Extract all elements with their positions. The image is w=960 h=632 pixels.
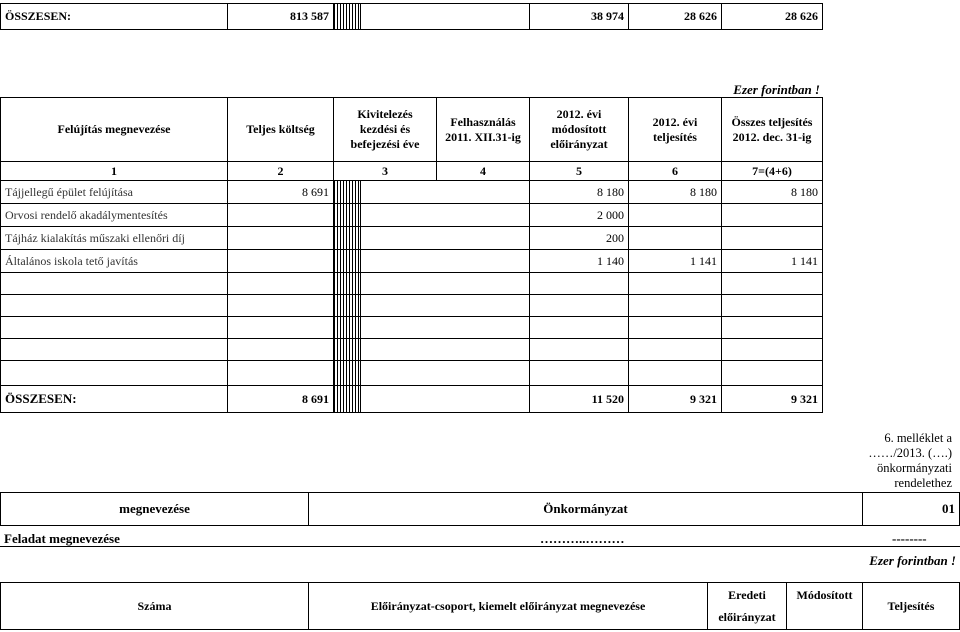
header-original: Eredeti előirányzat <box>707 582 787 630</box>
colnum-7: 7=(4+6) <box>721 161 823 181</box>
task-dashes: -------- <box>892 531 927 546</box>
table-row-total-cost <box>227 203 334 227</box>
task-underline <box>0 546 960 547</box>
table-row-name: Tájház kialakítás műszaki ellenőri díj <box>0 226 228 250</box>
header-execution: Kivitelezés kezdési és befejezési éve <box>333 97 437 162</box>
section2-name-label: megnevezése <box>0 492 309 526</box>
annex-note: 6. melléklet a ……/2013. (….) önkormányzati rendelethez <box>868 431 952 490</box>
table-row-hatch <box>333 203 361 227</box>
empty-row <box>628 272 722 295</box>
empty-row <box>227 338 334 361</box>
empty-row <box>227 316 334 339</box>
header-used: Felhasználás 2011. XII.31-ig <box>436 97 530 162</box>
empty-row-hatch <box>333 360 361 386</box>
empty-row-hatch <box>333 316 361 339</box>
empty-row <box>227 272 334 295</box>
empty-row <box>529 294 629 317</box>
table-row-used <box>360 249 530 273</box>
empty-row-hatch <box>333 272 361 295</box>
header-actual-2012: 2012. évi teljesítés <box>628 97 722 162</box>
table-row-total-actual: 1 141 <box>721 249 823 273</box>
header-total-actual: Összes teljesítés 2012. dec. 31-ig <box>721 97 823 162</box>
table-row-budget: 2 000 <box>529 203 629 227</box>
table-row-total-actual <box>721 226 823 250</box>
colnum-5: 5 <box>529 161 629 181</box>
table-row-total-cost <box>227 226 334 250</box>
empty-row <box>529 360 629 386</box>
empty-row-hatch <box>333 338 361 361</box>
empty-row <box>721 294 823 317</box>
empty-row <box>529 272 629 295</box>
header-budget: 2012. évi módosított előirányzat <box>529 97 629 162</box>
empty-row <box>529 316 629 339</box>
colnum-3: 3 <box>333 161 437 181</box>
empty-row <box>0 360 228 386</box>
table-row-actual-2012: 8 180 <box>628 180 722 204</box>
empty-row <box>0 272 228 295</box>
empty-row <box>628 316 722 339</box>
table-total-used <box>360 385 530 413</box>
table-row-hatch <box>333 180 361 204</box>
header-actual: Teljesítés <box>862 582 960 630</box>
empty-row-hatch <box>333 294 361 317</box>
empty-row <box>529 338 629 361</box>
top-total-actual-2012: 28 626 <box>628 3 722 30</box>
table-row-hatch <box>333 249 361 273</box>
table-row-hatch <box>333 226 361 250</box>
top-total-label: ÖSSZESEN: <box>5 9 72 23</box>
unit-note: Ezer forintban ! <box>733 82 820 97</box>
task-dots: ………..……… <box>540 531 625 546</box>
table-row-name: Tájjellegű épület felújítása <box>0 180 228 204</box>
table-row-name: Orvosi rendelő akadálymentesítés <box>0 203 228 227</box>
table-row-actual-2012: 1 141 <box>628 249 722 273</box>
empty-row <box>0 316 228 339</box>
top-total-budget: 38 974 <box>529 3 629 30</box>
empty-row <box>628 294 722 317</box>
task-label: Feladat megnevezése <box>4 531 120 546</box>
colnum-6: 6 <box>628 161 722 181</box>
header-name: Felújítás megnevezése <box>0 97 228 162</box>
table-row-budget: 8 180 <box>529 180 629 204</box>
empty-row <box>0 338 228 361</box>
section2-org-name: Önkormányzat <box>308 492 863 526</box>
table-row-total-actual <box>721 203 823 227</box>
colnum-1: 1 <box>0 161 228 181</box>
table-total-cost: 8 691 <box>227 385 334 413</box>
empty-row <box>721 316 823 339</box>
empty-row <box>360 316 530 339</box>
empty-row <box>360 294 530 317</box>
header-number: Száma <box>0 582 309 630</box>
table-total-hatch <box>333 385 361 413</box>
table-total-label: ÖSSZESEN: <box>0 385 228 413</box>
top-total-label-cell <box>0 3 228 30</box>
empty-row <box>721 272 823 295</box>
empty-row <box>721 360 823 386</box>
colnum-2: 2 <box>227 161 334 181</box>
table-row-used <box>360 203 530 227</box>
header-total-cost: Teljes költség <box>227 97 334 162</box>
section2-org-code: 01 <box>862 492 960 526</box>
table-row-actual-2012 <box>628 203 722 227</box>
empty-row <box>360 360 530 386</box>
table-total-actual: 9 321 <box>721 385 823 413</box>
section2-unit-note: Ezer forintban ! <box>869 553 956 568</box>
top-empty-used <box>360 3 530 30</box>
top-total-actual: 28 626 <box>721 3 823 30</box>
table-row-total-cost: 8 691 <box>227 180 334 204</box>
table-total-actual-2012: 9 321 <box>628 385 722 413</box>
table-row-total-cost <box>227 249 334 273</box>
empty-row <box>360 272 530 295</box>
empty-row <box>227 360 334 386</box>
top-total-cost: 813 587 <box>227 3 334 30</box>
empty-row <box>628 338 722 361</box>
table-row-budget: 200 <box>529 226 629 250</box>
table-row-used <box>360 226 530 250</box>
table-row-name: Általános iskola tető javítás <box>0 249 228 273</box>
colnum-4: 4 <box>436 161 530 181</box>
top-hatched-cell <box>333 3 361 30</box>
empty-row <box>360 338 530 361</box>
table-row-used <box>360 180 530 204</box>
empty-row <box>628 360 722 386</box>
header-modified: Módosított <box>786 582 863 630</box>
table-row-total-actual: 8 180 <box>721 180 823 204</box>
empty-row <box>721 338 823 361</box>
table-row-actual-2012 <box>628 226 722 250</box>
header-group: Előirányzat-csoport, kiemelt előirányzat megnevezése <box>308 582 708 630</box>
table-row-budget: 1 140 <box>529 249 629 273</box>
empty-row <box>0 294 228 317</box>
table-total-budget: 11 520 <box>529 385 629 413</box>
empty-row <box>227 294 334 317</box>
